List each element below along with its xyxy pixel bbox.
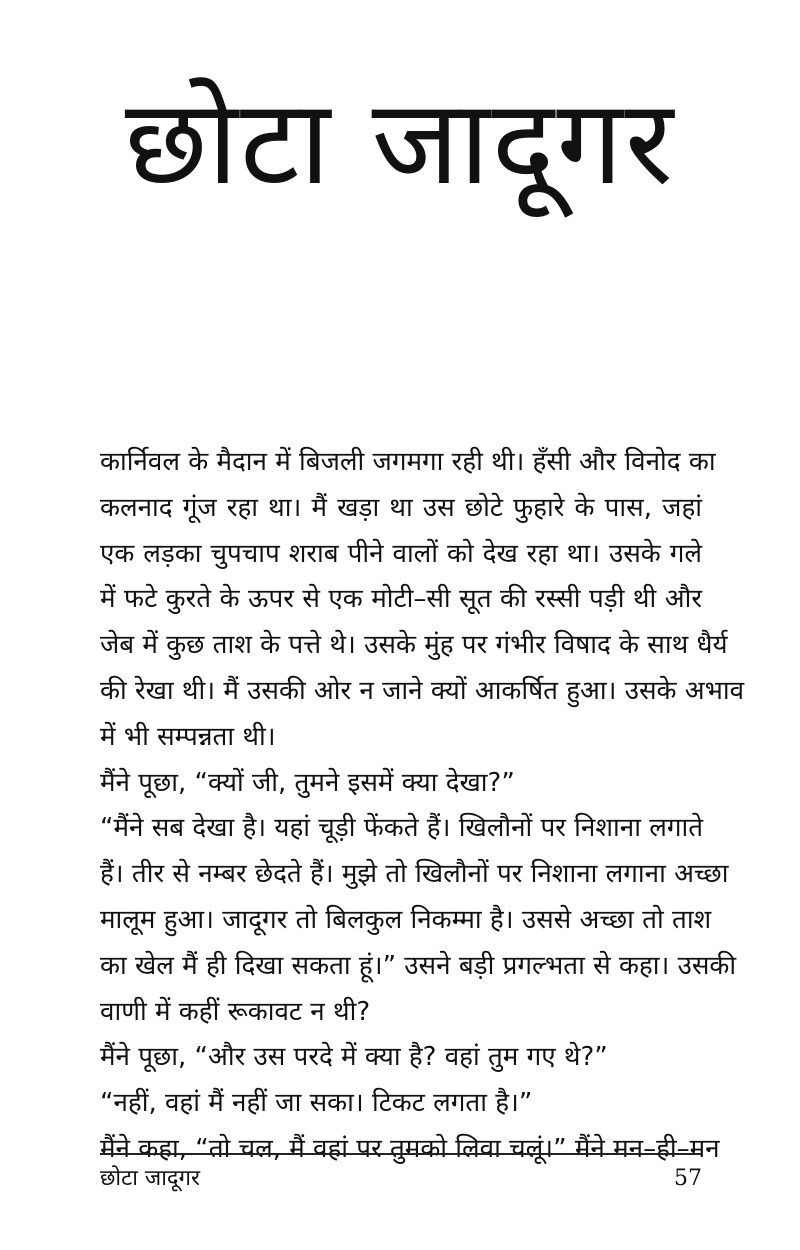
body-line: मैंने कहा, “तो चल, मैं वहां पर तुमको लिवा चलूं।” मैंने मन–ही–मन xyxy=(100,1133,720,1164)
body-line: “नहीं, वहां मैं नहीं जा सका। टिकट लगता है।” xyxy=(100,1088,533,1119)
body-line: का खेल मैं ही दिखा सकता हूं।” उसने बड़ी प्रगल्भता से कहा। उसकी xyxy=(100,950,737,981)
chapter-title: छोटा जादूगर xyxy=(124,73,676,211)
footer-divider xyxy=(100,1153,702,1155)
body-line: एक लड़का चुपचाप शराब पीने वालों को देख रहा था। उसके गले xyxy=(100,538,702,569)
running-footer-title: छोटा जादूगर xyxy=(100,1166,200,1191)
body-line: कार्निवल के मैदान में बिजली जगमगा रही थी। हँसी और विनोद का xyxy=(100,447,716,477)
page-number: 57 xyxy=(674,1166,702,1191)
body-line: मालूम हुआ। जादूगर तो बिलकुल निकम्मा है। उससे अच्छा तो ताश xyxy=(100,904,712,935)
body-line: में भी सम्पन्नता थी। xyxy=(100,721,276,752)
body-line: में फटे कुरते के ऊपर से एक मोटी–सी सूत की रस्सी पड़ी थी और xyxy=(100,584,702,615)
body-line: हैं। तीर से नम्बर छेदते हैं। मुझे तो खिलौनों पर निशाना लगाना अच्छा xyxy=(100,859,729,890)
body-line: कलनाद गूंज रहा था। मैं खड़ा था उस छोटे फुहारे के पास, जहां xyxy=(100,492,702,523)
body-line: वाणी में कहीं रूकावट न थी? xyxy=(100,996,371,1027)
body-line: जेब में कुछ ताश के पत्ते थे। उसके मुंह पर गंभीर विषाद के साथ धैर्य xyxy=(100,630,728,661)
chapter-body xyxy=(100,440,745,1173)
body-line: की रेखा थी। मैं उसकी ओर न जाने क्यों आकर्षित हुआ। उसके अभाव xyxy=(100,675,745,706)
body-line: मैंने पूछा, “और उस परदे में क्या है? वहां तुम गए थे?” xyxy=(100,1042,608,1073)
body-line: मैंने पूछा, “क्यों जी, तुमने इसमें क्या देखा?” xyxy=(100,767,515,798)
body-line: “मैंने सब देखा है। यहां चूड़ी फेंकते हैं। खिलौनों पर निशाना लगाते xyxy=(100,813,704,844)
